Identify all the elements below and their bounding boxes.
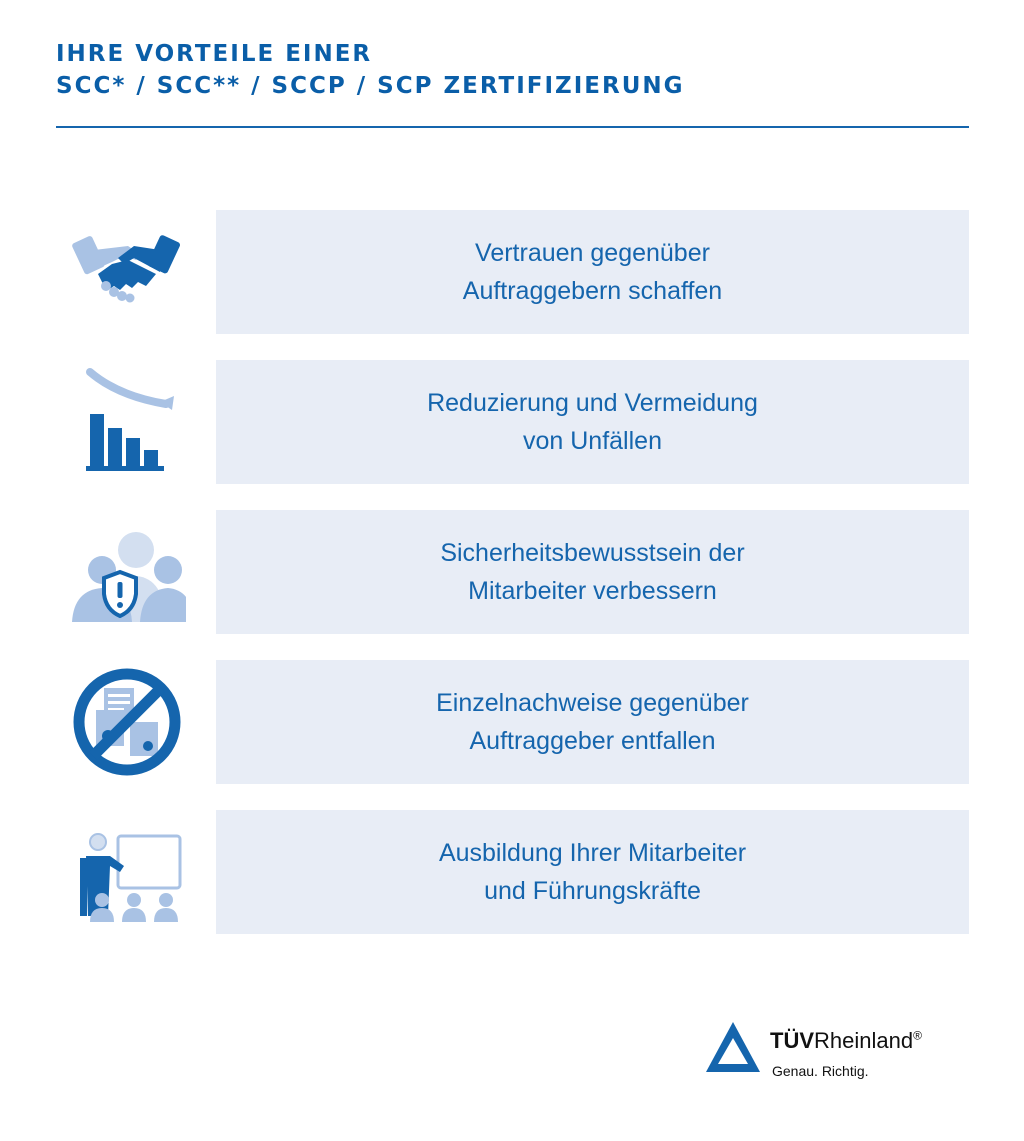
benefit-text	[439, 834, 746, 910]
benefit-text	[427, 384, 758, 460]
benefit-line-1: Reduzierung und Vermeidung	[427, 389, 758, 417]
logo-claim: Genau. Richtig.	[772, 1063, 869, 1079]
benefit-row-accidents	[56, 360, 969, 484]
training-presentation-icon	[68, 816, 186, 928]
logo-brand-regular: Rheinland	[814, 1028, 914, 1053]
title-divider	[56, 126, 969, 128]
handshake-icon	[68, 216, 186, 328]
benefit-row-awareness	[56, 510, 969, 634]
page-title	[56, 38, 685, 102]
title-line-2: SCC* / SCC** / SCCP / SCP ZERTIFIZIERUNG	[56, 73, 685, 99]
benefit-row-certificates	[56, 660, 969, 784]
benefit-line-2: Auftraggebern schaffen	[462, 277, 723, 305]
benefit-row-trust	[56, 210, 969, 334]
no-certificates-icon	[68, 666, 186, 778]
benefit-card	[216, 660, 969, 784]
tuv-triangle-icon	[704, 1020, 762, 1074]
benefit-card	[216, 510, 969, 634]
benefit-row-training	[56, 810, 969, 934]
benefit-text	[436, 684, 749, 760]
benefit-line-2: Auftraggeber entfallen	[469, 727, 716, 755]
tuv-rheinland-logo	[704, 1014, 994, 1104]
benefit-text	[440, 534, 744, 610]
benefit-line-1: Sicherheitsbewusstsein der	[440, 539, 745, 567]
benefit-line-1: Vertrauen gegenüber	[475, 239, 710, 267]
declining-chart-icon	[68, 366, 186, 478]
logo-brand-bold: TÜV	[770, 1028, 814, 1053]
benefit-line-2: von Unfällen	[523, 427, 662, 455]
benefit-line-2: Mitarbeiter verbessern	[468, 577, 717, 605]
benefit-line-1: Ausbildung Ihrer Mitarbeiter	[438, 839, 747, 867]
logo-registered-mark: ®	[913, 1028, 922, 1043]
benefit-line-1: Einzelnachweise gegenüber	[436, 689, 749, 717]
benefit-card	[216, 360, 969, 484]
benefit-card	[216, 810, 969, 934]
benefit-line-2: und Führungskräfte	[484, 877, 701, 905]
benefit-card	[216, 210, 969, 334]
logo-brand	[770, 1028, 922, 1054]
title-line-1: IHRE VORTEILE EINER	[56, 41, 373, 67]
benefit-text	[463, 234, 722, 310]
team-shield-icon	[68, 516, 186, 628]
